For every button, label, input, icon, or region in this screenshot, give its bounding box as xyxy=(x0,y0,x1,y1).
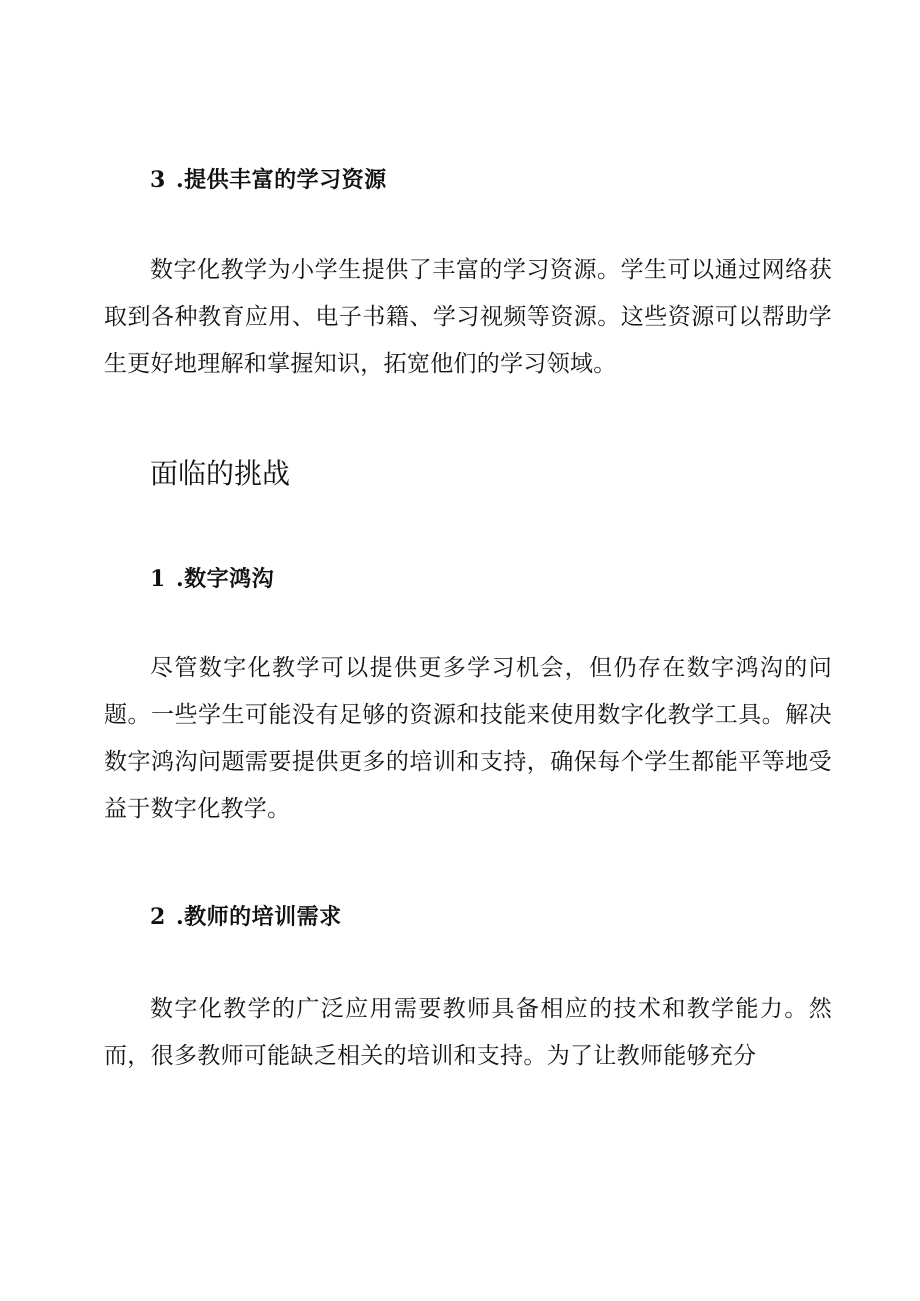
heading-title: .提供丰富的学习资源 xyxy=(176,167,387,193)
heading-number: 3 xyxy=(150,167,166,193)
heading-number: 2 xyxy=(150,904,166,930)
section-heading-challenges: 面临的挑战 xyxy=(150,457,291,490)
heading-learning-resources xyxy=(0,165,920,195)
paragraph-digital-divide: 尽管数字化教学可以提供更多学习机会，但仍存在数字鸿沟的问题。一些学生可能没有足够的资源和技能来使用数字化教学工具。解决数字鸿沟问题需要提供更多的培训和支持，确保每个学生都能平等地受益于数字化教学。 xyxy=(104,655,832,822)
heading-digital-divide xyxy=(0,564,920,594)
paragraph-teacher-training: 数字化教学的广泛应用需要教师具备相应的技术和教学能力。然而，很多教师可能缺乏相关的培训和支持。为了让教师能够充分 xyxy=(104,996,832,1069)
heading-number: 1 xyxy=(150,566,166,592)
heading-teacher-training xyxy=(0,902,920,932)
heading-title: .数字鸿沟 xyxy=(176,566,275,592)
paragraph-learning-resources: 数字化教学为小学生提供了丰富的学习资源。学生可以通过网络获取到各种教育应用、电子书籍、学习视频等资源。这些资源可以帮助学生更好地理解和掌握知识，拓宽他们的学习领域。 xyxy=(104,257,832,377)
heading-title: .教师的培训需求 xyxy=(176,904,342,930)
